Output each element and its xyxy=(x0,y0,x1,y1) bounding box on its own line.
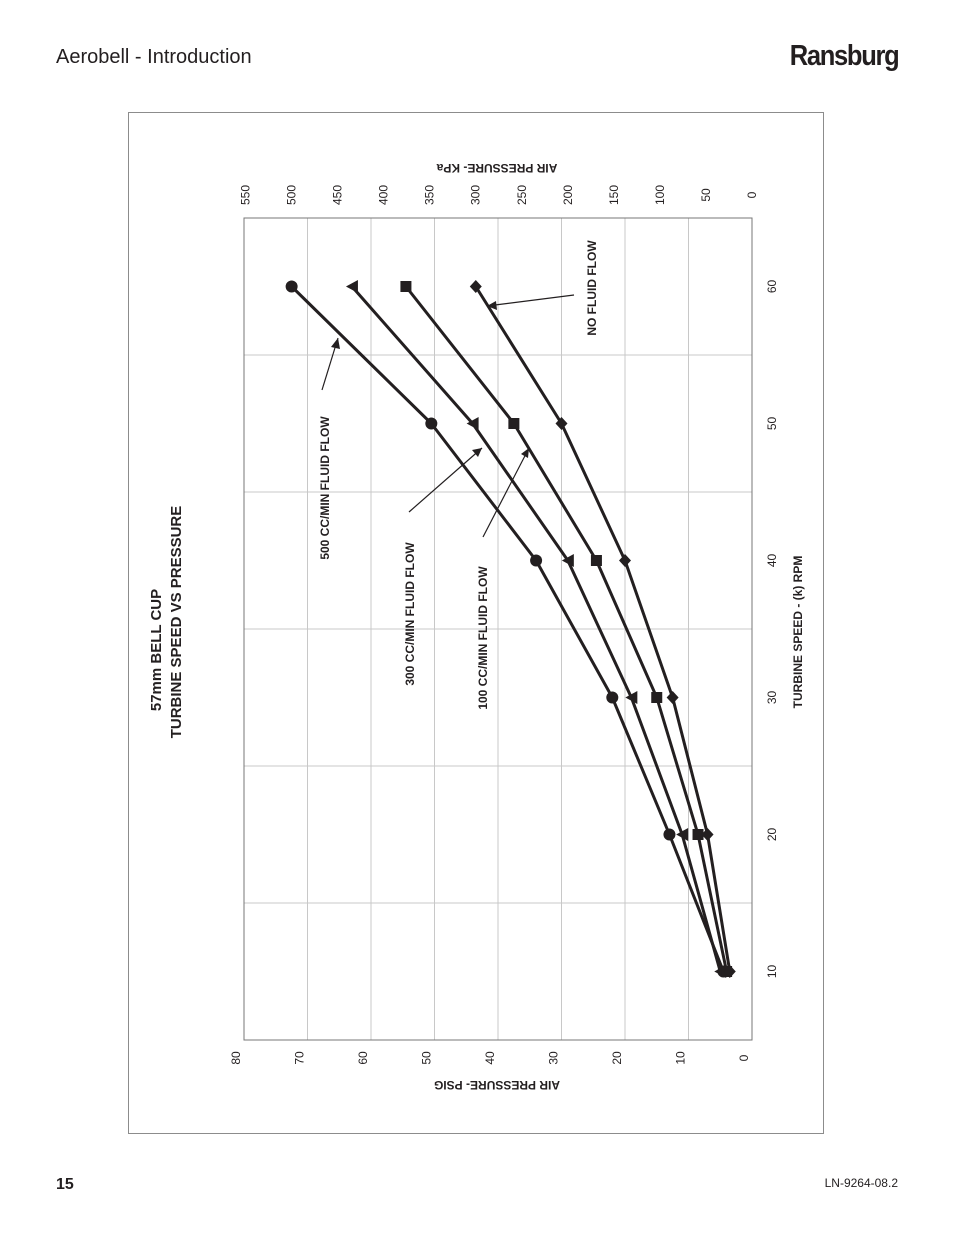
kpa-tick-label-5: 250 xyxy=(514,184,529,206)
kpa-tick-label-11: 550 xyxy=(238,184,253,206)
psig-tick-label-4: 40 xyxy=(483,1051,497,1065)
psig-tick-label-2: 20 xyxy=(610,1051,624,1065)
speed-tick-label-0: 10 xyxy=(765,964,779,979)
speed-tick-label-4: 50 xyxy=(765,416,779,431)
marker-triangle-2 xyxy=(625,691,637,704)
marker-square-2 xyxy=(651,692,662,703)
page-number: 15 xyxy=(56,1176,74,1193)
tick-labels xyxy=(229,185,779,1065)
marker-diamond-3 xyxy=(619,554,631,567)
pointer-300cc xyxy=(409,448,482,512)
speed-tick-label-3: 40 xyxy=(765,553,779,568)
annotation-no-fluid: NO FLUID FLOW xyxy=(585,240,599,336)
kpa-tick-label-0: 0 xyxy=(745,191,759,199)
grid-lines xyxy=(244,218,752,1040)
brand-logo: Ransburg xyxy=(789,40,898,72)
psig-tick-label-0: 0 xyxy=(737,1054,751,1062)
marker-square-5 xyxy=(400,281,411,292)
marker-diamond-2 xyxy=(667,691,679,704)
page-header-title: Aerobell - Introduction xyxy=(56,46,252,68)
kpa-tick-label-8: 400 xyxy=(376,184,391,206)
document-number: LN-9264-08.2 xyxy=(824,1176,898,1190)
psig-tick-label-8: 80 xyxy=(229,1051,243,1065)
pointer-500cc-arrowhead xyxy=(331,338,340,349)
kpa-tick-label-2: 100 xyxy=(652,184,667,206)
kpa-tick-label-10: 500 xyxy=(284,184,299,206)
pointer-no-fluid xyxy=(487,295,574,306)
psig-tick-label-5: 50 xyxy=(419,1051,434,1065)
kpa-tick-label-9: 450 xyxy=(330,184,345,206)
marker-square-4 xyxy=(508,418,519,429)
marker-triangle-5 xyxy=(346,280,358,293)
kpa-tick-label-7: 350 xyxy=(422,184,437,206)
psig-tick-label-6: 60 xyxy=(356,1051,370,1065)
psig-tick-label-1: 10 xyxy=(673,1051,688,1065)
kpa-tick-label-4: 200 xyxy=(560,184,575,206)
y-axis-label: AIR PRESSURE- PSIG xyxy=(433,1078,561,1092)
speed-tick-label-1: 20 xyxy=(765,827,779,842)
kpa-tick-label-1: 50 xyxy=(698,188,713,202)
psig-tick-label-3: 30 xyxy=(546,1051,561,1065)
marker-circle-1 xyxy=(663,829,675,841)
marker-circle-4 xyxy=(425,418,437,430)
y2-axis-label: AIR PRESSURE- KPa xyxy=(436,161,558,175)
annotation-100cc: 100 CC/MIN FLUID FLOW xyxy=(476,566,490,710)
kpa-tick-label-6: 300 xyxy=(468,184,483,206)
x-axis-label: TURBINE SPEED - (k) RPM xyxy=(791,555,805,709)
kpa-tick-label-3: 150 xyxy=(606,184,621,206)
marker-circle-3 xyxy=(530,555,542,567)
speed-tick-label-2: 30 xyxy=(765,690,779,705)
psig-tick-label-7: 70 xyxy=(292,1051,307,1065)
chart-title-line-2: TURBINE SPEED VS PRESSURE xyxy=(168,505,185,739)
chart-title-line-1: 57mm BELL CUP xyxy=(148,588,165,712)
speed-tick-label-5: 60 xyxy=(765,279,779,294)
annotation-300cc: 300 CC/MIN FLUID FLOW xyxy=(403,542,417,686)
marker-circle-2 xyxy=(606,692,618,704)
marker-circle-5 xyxy=(286,281,298,293)
annotation-500cc: 500 CC/MIN FLUID FLOW xyxy=(318,416,332,560)
marker-square-3 xyxy=(591,555,602,566)
